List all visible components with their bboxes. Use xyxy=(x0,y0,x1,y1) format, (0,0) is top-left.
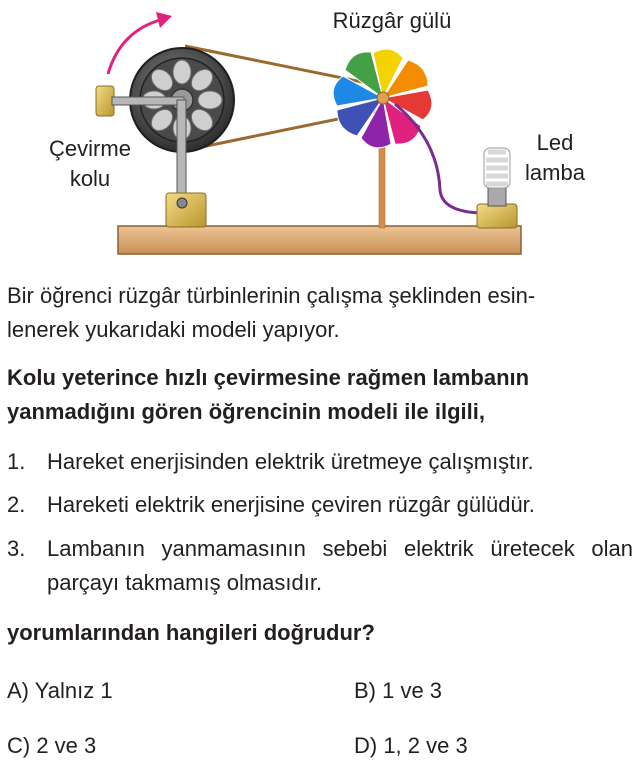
question-closing: yorumlarından hangileri doğrudur? xyxy=(7,620,375,645)
statement-text: Hareketi elektrik enerjisine çeviren rüzgâr gülüdür. xyxy=(47,492,535,517)
wind-rose-label: Rüzgâr gülü xyxy=(332,8,452,33)
pinwheel xyxy=(333,49,432,148)
intro-line-1: Bir öğrenci rüzgâr türbinlerinin çalışma şeklinden esin- xyxy=(7,283,536,308)
statement-text: Lambanın yanmamasının sebebi elektrik üretecek olan parçayı takmamış olmasıdır. xyxy=(47,536,633,595)
option-c[interactable]: C) 2 ve 3 xyxy=(7,733,97,758)
led-label-line2: lamba xyxy=(525,160,585,185)
intro-line-2: lenerek yukarıdaki modeli yapıyor. xyxy=(7,317,340,342)
statement-number: 3. xyxy=(7,536,26,561)
statement-number: 1. xyxy=(7,449,26,474)
option-b[interactable]: B) 1 ve 3 xyxy=(354,678,443,703)
crank-label-line1: Çevirme xyxy=(49,136,131,161)
wooden-base xyxy=(118,226,521,254)
stem-line-1: Kolu yeterince hızlı çevirmesine rağmen lambanın xyxy=(7,365,530,390)
led-label-line1: Led xyxy=(536,130,574,155)
experiment-figure xyxy=(0,0,641,262)
option-a[interactable]: A) Yalnız 1 xyxy=(7,678,113,703)
led-lamp-icon xyxy=(477,148,517,228)
statement-number: 2. xyxy=(7,492,26,517)
option-d[interactable]: D) 1, 2 ve 3 xyxy=(354,733,468,758)
crank-label-line2: kolu xyxy=(69,166,111,191)
statement-text: Hareket enerjisinden elektrik üretmeye çalışmıştır. xyxy=(47,449,534,474)
crank-support-block xyxy=(166,193,206,227)
stem-line-2: yanmadığını gören öğrencinin modeli ile ilgili, xyxy=(7,399,485,424)
